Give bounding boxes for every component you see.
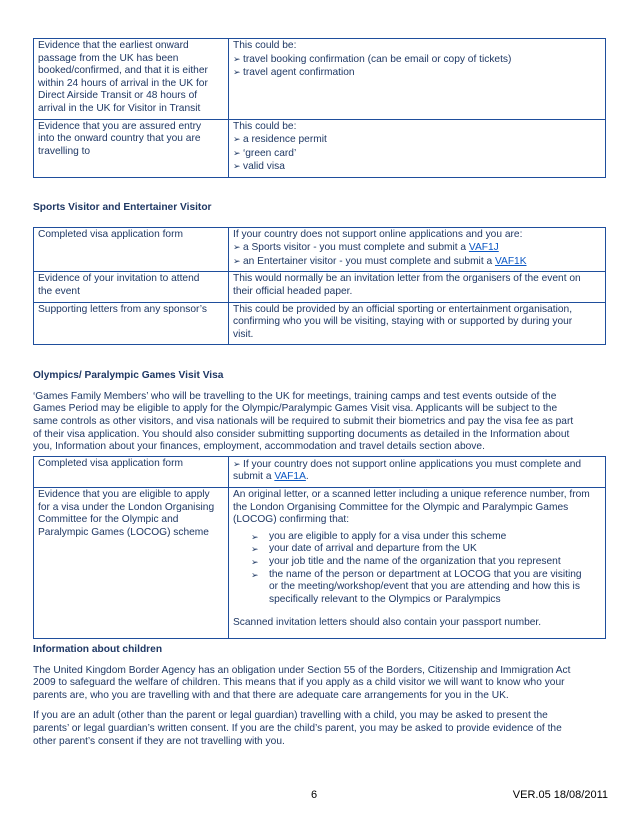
table-row <box>34 302 606 345</box>
vaf1k-link[interactable]: VAF1K <box>494 255 527 267</box>
transit-evidence-table <box>33 38 606 178</box>
vaf1a-link[interactable]: VAF1A <box>274 471 306 483</box>
arrow-bullet-icon: ➢ <box>233 161 241 172</box>
requirement-cell: Evidence that you are assured entry into the onward country that you are travelling to <box>34 119 229 177</box>
olympics-visa-table <box>33 456 606 639</box>
requirement-cell: Evidence that you are eligible to apply for a visa under the London Organising Committee for the Olympic and Paralympic Games (LOCOG) scheme <box>34 488 229 639</box>
evidence-cell: An original letter, or a scanned letter including a unique reference number, from the London Organising Committee for the Olympic and Paralympic Games (LOCOG) confirming that: ➢ you are eligible to apply for a visa under this scheme ➢ your date of arrival and departure from the UK ➢ your job title and the name of the organization that you represent ➢ the name of the person or department at LOCOG that you are visiting or the meeting/workshop/event that you are attending and how this is specifically relevant to the Olympics or Paralympics Scanned invitation letters should also contain your passport number. <box>229 488 606 639</box>
table-row <box>34 39 606 120</box>
arrow-bullet-icon: ➢ <box>251 557 259 567</box>
arrow-bullet-icon: ➢ <box>233 255 241 266</box>
requirement-cell: Supporting letters from any sponsor’s <box>34 302 229 345</box>
arrow-bullet-icon: ➢ <box>251 544 259 555</box>
list-item: ➢ the name of the person or department at LOCOG that you are visiting or the meeting/workshop/event that you are attending and how this is specifically relevant to the Olympics or Paralympics <box>251 568 582 605</box>
children-info-heading: Information about children <box>33 644 163 656</box>
children-paragraph-2: If you are an adult (other than the parent or legal guardian) travelling with a child, you may be asked to present the parents’ or legal guardian’s written consent. If you are the child’s parent, you may be asked to provide evidence of the other parent’s consent if they are not travelling with you. <box>33 710 562 747</box>
list-item: ➢ your job title and the name of the organization that you represent <box>251 556 561 567</box>
arrow-bullet-icon: ➢ <box>251 531 259 542</box>
arrow-bullet-icon: ➢ <box>233 458 241 469</box>
evidence-cell: ➢ If your country does not support online applications you must complete and submit a VAF1A. <box>229 456 606 487</box>
arrow-bullet-icon: ➢ <box>233 67 241 78</box>
evidence-cell: This could be: ➢ travel booking confirmation (can be email or copy of tickets) ➢ travel agent confirmation <box>229 39 606 120</box>
table-row <box>34 272 606 302</box>
requirement-cell: Completed visa application form <box>34 456 229 487</box>
document-page <box>33 38 606 748</box>
requirement-cell: Completed visa application form <box>34 227 229 272</box>
arrow-bullet-icon: ➢ <box>233 53 241 64</box>
evidence-cell: This could be: ➢ a residence permit ➢ ‘green card’ ➢ valid visa <box>229 119 606 177</box>
olympics-intro-paragraph: ‘Games Family Members’ who will be travelling to the UK for meetings, training camps and test events outside of the Games Period may be eligible to apply for the Olympic/Paralympic Games Visit visa. Applicants will be subject to the same controls as other visitors, and visa nationals will be required to submit their biometrics and pay the visa fee as part of their visa application. You should also consider submitting supporting documents as detailed in the Information about you, Information about your finances, employment, accommodation and travel details section above. <box>33 390 574 453</box>
page-number: 6 <box>311 789 318 801</box>
locog-confirmation-list <box>251 531 601 607</box>
table-row <box>34 488 606 639</box>
list-item: ➢ you are eligible to apply for a visa under this scheme <box>251 530 507 542</box>
table-row <box>34 119 606 177</box>
arrow-bullet-icon: ➢ <box>251 569 259 580</box>
olympics-visa-heading: Olympics/ Paralympic Games Visit Visa <box>33 370 224 382</box>
arrow-bullet-icon: ➢ <box>233 242 241 253</box>
evidence-cell: This would normally be an invitation letter from the organisers of the event on their official headed paper. <box>229 272 606 302</box>
evidence-cell: If your country does not support online applications and you are: ➢ a Sports visitor - you must complete and submit a VAF1J ➢ an Entertainer visitor - you must complete and submit a VAF1K <box>229 227 606 272</box>
table-row <box>34 227 606 272</box>
table-row <box>34 456 606 487</box>
children-paragraph-1: The United Kingdom Border Agency has an obligation under Section 55 of the Borders, Citizenship and Immigration Act 2009 to safeguard the welfare of children. This means that if you apply as a child visitor we will want to know who your parents are, who you are travelling with and that there are adequate care arrangements for you in the UK. <box>33 664 571 701</box>
list-item: ➢ your date of arrival and departure from the UK <box>251 543 477 555</box>
sports-visitor-heading: Sports Visitor and Entertainer Visitor <box>33 201 212 213</box>
arrow-bullet-icon: ➢ <box>233 147 241 158</box>
sports-visitor-table <box>33 227 606 346</box>
arrow-bullet-icon: ➢ <box>233 134 241 145</box>
vaf1j-link[interactable]: VAF1J <box>468 242 499 254</box>
requirement-cell: Evidence that the earliest onward passage from the UK has been booked/confirmed, and that it is either within 24 hours of arrival in the UK for Direct Airside Transit or 48 hours of arrival in the UK for Visitor in Transit <box>34 39 229 120</box>
version-label: VER.05 18/08/2011 <box>512 789 608 801</box>
evidence-cell: This could be provided by an official sporting or entertainment organisation, confirming who you will be visiting, staying with or supported by during your visit. <box>229 302 606 345</box>
requirement-cell: Evidence of your invitation to attend the event <box>34 272 229 302</box>
